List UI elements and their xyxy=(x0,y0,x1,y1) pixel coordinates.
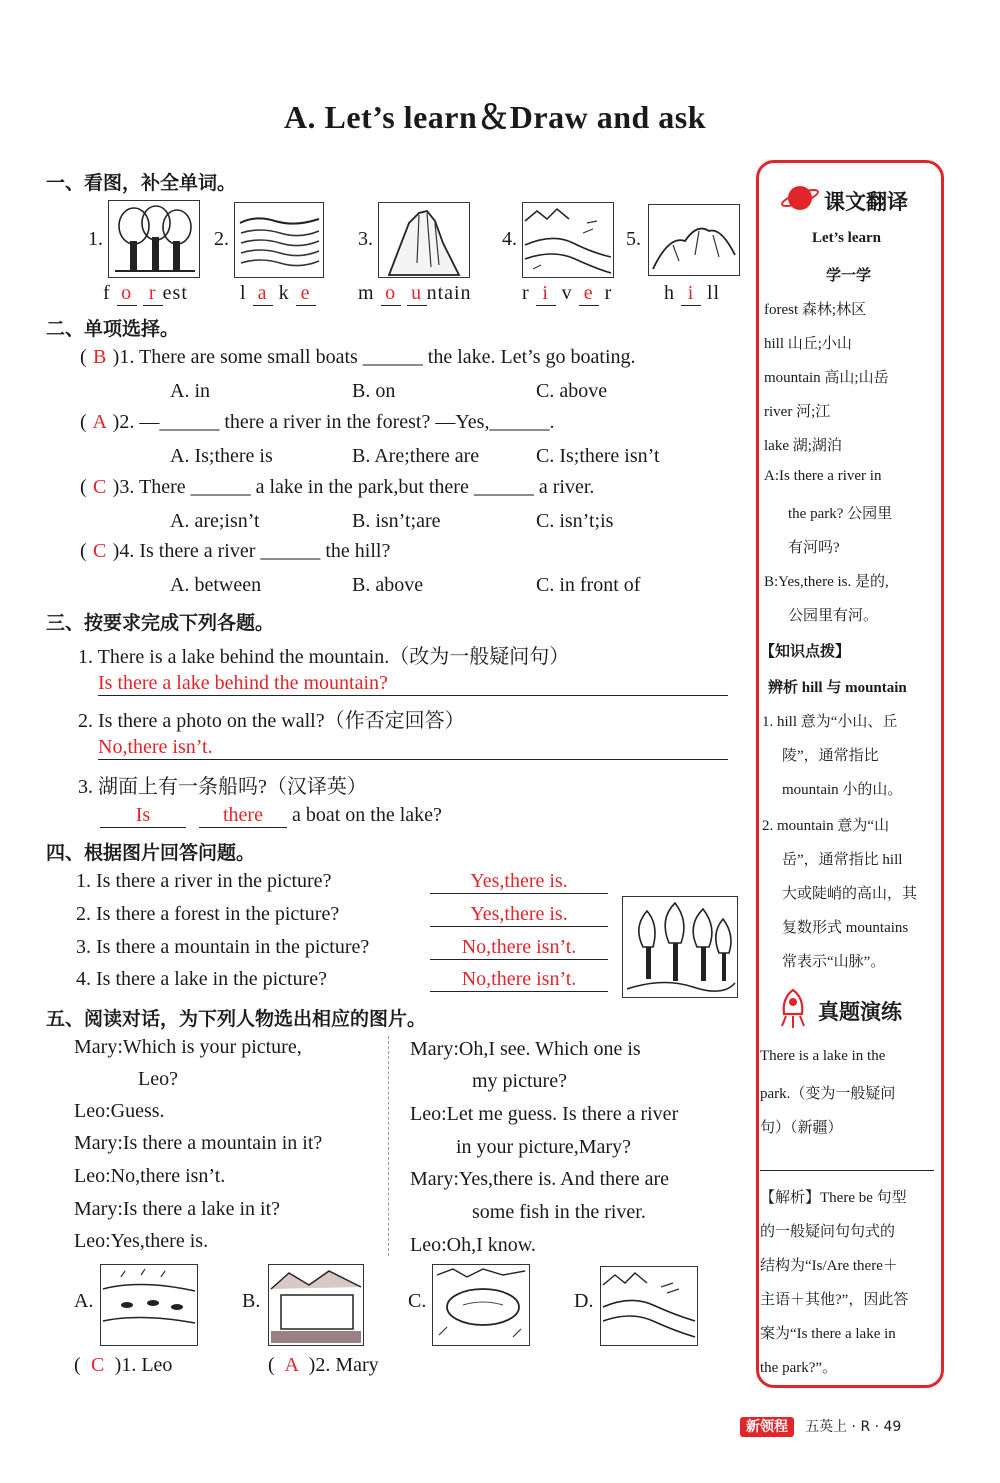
choice-q3-option-c: C. isn’t;is xyxy=(536,510,614,532)
choice-q4-option-b: B. above xyxy=(352,574,424,596)
forest-river-picture xyxy=(622,896,738,998)
sidebar-subtitle-cn: 学一学 xyxy=(826,266,872,284)
rewrite-q3-blank-1[interactable]: Is xyxy=(100,804,186,828)
sidebar-vocab-4: river 河;江 xyxy=(764,404,831,420)
choice-q4-answer[interactable]: C xyxy=(93,540,107,562)
rewrite-q3-line xyxy=(100,804,442,828)
word-lake-blank-2[interactable]: e xyxy=(296,282,316,306)
item-2-number: 2. xyxy=(214,228,229,250)
sidebar-vocab-3: mountain 高山;山岳 xyxy=(764,370,889,386)
picture-q1: 1. Is there a river in the picture? xyxy=(76,870,332,892)
sidebar-exercise-answer-line[interactable] xyxy=(760,1170,934,1171)
dialog-right-line-1: Mary:Oh,I see. Which one is xyxy=(410,1038,641,1060)
choice-q4: ( C )4. Is there a river ______ the hill? xyxy=(80,540,391,562)
section-5-heading: 五、阅读对话，为下列人物选出相应的图片。 xyxy=(46,1008,427,1030)
section-3-heading: 三、按要求完成下列各题。 xyxy=(46,612,275,634)
sidebar-vocab-1: forest 森林;林区 xyxy=(764,302,867,318)
choice-q2: ( A )2. —______ there a river in the forest? —Yes,______. xyxy=(80,411,555,433)
choice-q2-option-b: B. Are;there are xyxy=(352,445,480,467)
dialog-divider xyxy=(388,1036,389,1256)
match-q1: ( C )1. Leo xyxy=(74,1354,173,1376)
choice-q2-option-c: C. Is;there isn’t xyxy=(536,445,660,467)
word-forest-suffix: est xyxy=(162,282,188,304)
word-mountain-blank-2[interactable]: u xyxy=(407,282,427,306)
sidebar-heading-translation: 课文翻译 xyxy=(824,190,908,214)
option-b-label: B. xyxy=(242,1290,261,1312)
choice-q3-option-b: B. isn’t;are xyxy=(352,510,441,532)
rewrite-q3-blank-2[interactable]: there xyxy=(199,804,287,828)
sidebar-analysis-line-2: 的一般疑问句句式的 xyxy=(760,1224,896,1240)
choice-q1-stem: )1. There are some small boats ______ the lake. Let’s go boating. xyxy=(112,346,636,368)
section-1-heading: 一、看图，补全单词。 xyxy=(46,172,237,194)
match-q2-stem: )2. Mary xyxy=(308,1354,379,1376)
sidebar-tip-2-line-2: 岳”，通常指比 hill xyxy=(782,852,903,868)
rewrite-q2: 2. Is there a photo on the wall?（作否定回答） xyxy=(78,710,465,732)
dialog-right-line-6: some fish in the river. xyxy=(472,1201,646,1223)
sidebar-tip-title: 辨析 hill 与 mountain xyxy=(768,680,907,696)
sidebar-tip-2-line-3: 大或陡峭的高山，其 xyxy=(782,886,918,902)
word-hill-suffix: ll xyxy=(707,282,721,304)
sidebar-vocab-5: lake 湖;湖泊 xyxy=(764,438,842,454)
picture-q3-answer[interactable]: No,there isn’t. xyxy=(430,936,608,960)
option-c-lake-picture[interactable] xyxy=(432,1264,530,1346)
sidebar-tip-1-line-3: mountain 小的山。 xyxy=(782,782,903,798)
river-picture xyxy=(522,202,614,278)
dialog-right-line-7: Leo:Oh,I know. xyxy=(410,1234,536,1256)
sidebar-subtitle-en: Let’s learn xyxy=(812,230,882,246)
page-title: A. Let’s learn＆Draw and ask xyxy=(283,99,707,135)
word-forest-blank-2[interactable]: r xyxy=(143,282,163,306)
dialog-right-line-3: Leo:Let me guess. Is there a river xyxy=(410,1103,679,1125)
sidebar-exercise-line-3: 句）（新疆） xyxy=(760,1120,843,1136)
sidebar-dialog-a-1: A:Is there a river in xyxy=(764,468,882,484)
choice-q1: ( B )1. There are some small boats ______ the lake. Let’s go boating. xyxy=(80,346,636,368)
dialog-right-line-5: Mary:Yes,there is. And there are xyxy=(410,1168,670,1190)
rewrite-q1: 1. There is a lake behind the mountain.（改为一般疑问句） xyxy=(78,646,570,668)
dialog-left-line-7: Leo:Yes,there is. xyxy=(74,1230,209,1252)
word-lake-middle: k xyxy=(278,282,290,304)
choice-q4-option-a: A. between xyxy=(170,574,262,596)
rewrite-q1-answer[interactable]: Is there a lake behind the mountain? xyxy=(98,672,728,696)
word-mountain-prefix: m xyxy=(358,282,375,304)
word-forest xyxy=(103,282,188,306)
sidebar-exercise-line-1: There is a lake in the xyxy=(760,1048,886,1064)
option-d-label: D. xyxy=(574,1290,594,1312)
match-q2: ( A )2. Mary xyxy=(268,1354,379,1376)
sidebar-heading-practice: 真题演练 xyxy=(818,1000,902,1024)
match-q2-answer[interactable]: A xyxy=(284,1354,299,1376)
dialog-left-line-5: Leo:No,there isn’t. xyxy=(74,1165,226,1187)
choice-q3-stem: )3. There ______ a lake in the park,but there ______ a river. xyxy=(112,476,595,498)
choice-q1-answer[interactable]: B xyxy=(93,346,107,368)
word-forest-blank-1[interactable]: o xyxy=(117,282,137,306)
picture-q2-answer[interactable]: Yes,there is. xyxy=(430,903,608,927)
option-d-river-picture[interactable] xyxy=(600,1266,698,1346)
sidebar-tip-1-line-1: 1. hill 意为“小山、丘 xyxy=(762,714,898,730)
sidebar-analysis-line-1: 【解析】There be 句型 xyxy=(760,1190,907,1206)
dialog-left-line-4: Mary:Is there a mountain in it? xyxy=(74,1132,323,1154)
sidebar-exercise-line-2: park.（变为一般疑问 xyxy=(760,1086,896,1102)
dialog-right-line-4: in your picture,Mary? xyxy=(456,1136,631,1158)
section-4-heading: 四、根据图片回答问题。 xyxy=(46,842,256,864)
sidebar-analysis-line-5: 案为“Is there a lake in xyxy=(760,1326,896,1342)
word-river-blank-1[interactable]: i xyxy=(536,282,556,306)
choice-q1-option-b: B. on xyxy=(352,380,396,402)
choice-q2-option-a: A. Is;there is xyxy=(170,445,273,467)
dialog-left-line-2: Leo? xyxy=(138,1068,178,1090)
choice-q1-option-c: C. above xyxy=(536,380,608,402)
word-lake-blank-1[interactable]: a xyxy=(253,282,273,306)
word-mountain-suffix: ntain xyxy=(426,282,472,304)
rewrite-q2-answer[interactable]: No,there isn’t. xyxy=(98,736,728,760)
dialog-left-line-1: Mary:Which is your picture, xyxy=(74,1036,302,1058)
picture-q3: 3. Is there a mountain in the picture? xyxy=(76,936,370,958)
word-river-prefix: r xyxy=(522,282,530,304)
forest-picture xyxy=(108,200,200,278)
rewrite-q3-tail: a boat on the lake? xyxy=(292,804,442,826)
choice-q2-answer[interactable]: A xyxy=(92,411,107,433)
planet-icon xyxy=(780,180,820,216)
hill-picture xyxy=(648,204,740,276)
sidebar-dialog-b-2: 公园里有河。 xyxy=(788,608,879,624)
option-c-label: C. xyxy=(408,1290,427,1312)
section-2-heading: 二、单项选择。 xyxy=(46,318,180,340)
rewrite-q3: 3. 湖面上有一条船吗?（汉译英） xyxy=(78,776,367,798)
dialog-right-line-2: my picture? xyxy=(472,1070,567,1092)
mountain-picture xyxy=(378,202,470,278)
word-hill xyxy=(664,282,720,306)
choice-q4-option-c: C. in front of xyxy=(536,574,641,596)
item-4-number: 4. xyxy=(502,228,517,250)
dialog-left-line-3: Leo:Guess. xyxy=(74,1100,165,1122)
sidebar-dialog-a-2: the park? 公园里 xyxy=(788,506,893,522)
word-lake xyxy=(240,282,316,306)
picture-q4-answer[interactable]: No,there isn’t. xyxy=(430,968,608,992)
footer-brand-tag: 新领程 xyxy=(740,1417,794,1437)
lake-picture xyxy=(234,202,324,278)
option-a-label: A. xyxy=(74,1290,94,1312)
word-river-blank-2[interactable]: e xyxy=(579,282,599,306)
word-hill-blank-1[interactable]: i xyxy=(681,282,701,306)
sidebar-tip-1-line-2: 陵”，通常指比 xyxy=(782,748,879,764)
word-river xyxy=(522,282,612,306)
picture-q4: 4. Is there a lake in the picture? xyxy=(76,968,327,990)
item-5-number: 5. xyxy=(626,228,641,250)
rocket-icon xyxy=(774,986,812,1030)
option-a-fish-river-picture[interactable] xyxy=(100,1264,198,1346)
sidebar-tip-2-line-5: 常表示“山脉”。 xyxy=(782,954,886,970)
sidebar-analysis-line-4: 主语＋其他?”，因此答 xyxy=(760,1292,909,1308)
choice-q3-option-a: A. are;isn’t xyxy=(170,510,260,532)
choice-q3-answer[interactable]: C xyxy=(93,476,107,498)
sidebar-analysis-line-6: the park?”。 xyxy=(760,1360,838,1376)
dialog-left-line-6: Mary:Is there a lake in it? xyxy=(74,1198,281,1220)
sidebar-vocab-2: hill 山丘;小山 xyxy=(764,336,852,352)
picture-q1-answer[interactable]: Yes,there is. xyxy=(430,870,608,894)
sidebar-tip-2-line-4: 复数形式 mountains xyxy=(782,920,909,936)
match-q1-stem: )1. Leo xyxy=(114,1354,173,1376)
choice-q2-stem: )2. —______ there a river in the forest? —Yes,______. xyxy=(112,411,555,433)
sidebar-dialog-b-1: B:Yes,there is. 是的, xyxy=(764,574,889,590)
word-river-suffix: r xyxy=(604,282,613,304)
option-b-lake-mountain-picture[interactable] xyxy=(268,1264,364,1346)
sidebar-tip-label: 【知识点拨】 xyxy=(760,642,851,660)
choice-q4-stem: )4. Is there a river ______ the hill? xyxy=(112,540,391,562)
sidebar-dialog-a-3: 有河吗? xyxy=(788,540,840,556)
choice-q3: ( C )3. There ______ a lake in the park,but there ______ a river. xyxy=(80,476,595,498)
word-mountain-blank-1[interactable]: o xyxy=(381,282,401,306)
word-hill-prefix: h xyxy=(664,282,675,304)
footer xyxy=(740,1416,901,1436)
word-forest-prefix: f xyxy=(103,282,111,304)
sidebar-analysis-line-3: 结构为“Is/Are there＋ xyxy=(760,1258,898,1274)
footer-page-label: 五英上 · R · 49 xyxy=(805,1419,902,1435)
choice-q1-option-a: A. in xyxy=(170,380,210,402)
sidebar-tip-2-line-1: 2. mountain 意为“山 xyxy=(762,818,890,834)
word-lake-prefix: l xyxy=(240,282,247,304)
item-1-number: 1. xyxy=(88,228,103,250)
picture-q2: 2. Is there a forest in the picture? xyxy=(76,903,340,925)
word-river-middle: v xyxy=(561,282,573,304)
match-q1-answer[interactable]: C xyxy=(91,1354,105,1376)
item-3-number: 3. xyxy=(358,228,373,250)
word-mountain xyxy=(358,282,472,306)
